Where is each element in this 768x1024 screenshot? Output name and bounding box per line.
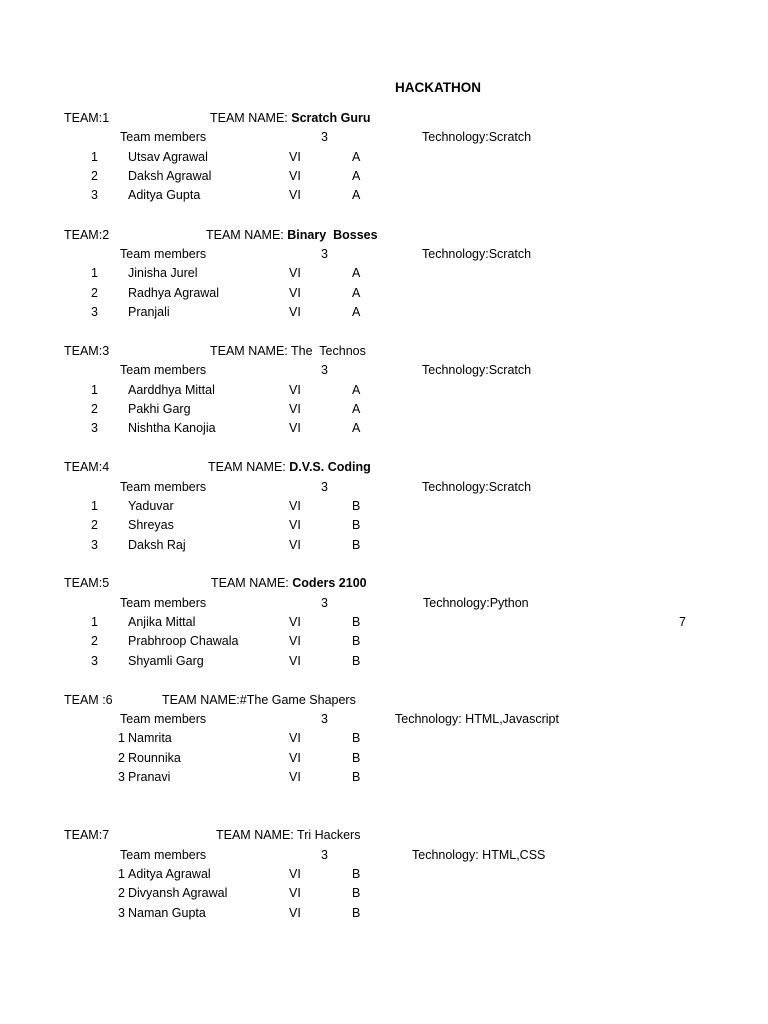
member-number: 1 xyxy=(91,266,98,280)
member-name: Radhya Agrawal xyxy=(128,286,220,300)
member-name: Pranjali xyxy=(128,305,170,319)
member-class: VI xyxy=(289,731,301,745)
member-class: VI xyxy=(289,266,301,280)
team-name: TEAM NAME: D.V.S. Coding xyxy=(208,460,371,474)
team-technology: Technology:Python xyxy=(423,596,529,610)
member-class: VI xyxy=(289,188,301,202)
member-number: 3 xyxy=(118,906,125,920)
member-class: VI xyxy=(289,634,301,648)
team-label: TEAM :6 xyxy=(64,693,113,707)
team-label: TEAM:5 xyxy=(64,576,110,590)
team-members-header: Team members xyxy=(120,712,207,726)
member-class: VI xyxy=(289,538,301,552)
member-name: Shyamli Garg xyxy=(128,654,204,668)
member-name: Divyansh Agrawal xyxy=(128,886,228,900)
member-number: 2 xyxy=(118,886,125,900)
member-section: B xyxy=(352,654,361,668)
member-count: 3 xyxy=(321,480,328,494)
team-technology: Technology: HTML,Javascript xyxy=(395,712,559,726)
member-name: Utsav Agrawal xyxy=(128,150,208,164)
member-class: VI xyxy=(289,169,301,183)
team-name: TEAM NAME: Scratch Guru xyxy=(210,111,371,125)
team-label: TEAM:2 xyxy=(64,228,110,242)
member-section: A xyxy=(352,402,361,416)
member-count: 3 xyxy=(321,363,328,377)
member-name: Yaduvar xyxy=(128,499,174,513)
team-technology: Technology:Scratch xyxy=(422,480,532,494)
member-class: VI xyxy=(289,383,301,397)
team-members-header: Team members xyxy=(120,130,207,144)
member-section: B xyxy=(352,886,361,900)
member-class: VI xyxy=(289,867,301,881)
member-section: A xyxy=(352,421,361,435)
member-number: 1 xyxy=(91,383,98,397)
member-section: A xyxy=(352,188,361,202)
member-name: Rounnika xyxy=(128,751,181,765)
member-number: 3 xyxy=(91,538,98,552)
member-count: 3 xyxy=(321,130,328,144)
member-count: 3 xyxy=(321,247,328,261)
member-name: Aarddhya Mittal xyxy=(128,383,215,397)
member-section: B xyxy=(352,867,361,881)
member-name: Prabhroop Chawala xyxy=(128,634,239,648)
member-number: 1 xyxy=(91,499,98,513)
member-number: 2 xyxy=(91,518,98,532)
team-label: TEAM:7 xyxy=(64,828,110,842)
member-name: Daksh Raj xyxy=(128,538,186,552)
team-name: TEAM NAME: The Technos xyxy=(210,344,366,358)
team-technology: Technology:Scratch xyxy=(422,363,532,377)
team-name: TEAM NAME:#The Game Shapers xyxy=(162,693,356,707)
member-class: VI xyxy=(289,615,301,629)
team-members-header: Team members xyxy=(120,363,207,377)
member-name: Aditya Agrawal xyxy=(128,867,211,881)
team-technology: Technology:Scratch xyxy=(422,130,532,144)
team-label: TEAM:3 xyxy=(64,344,110,358)
member-name: Naman Gupta xyxy=(128,906,206,920)
member-section: B xyxy=(352,731,361,745)
member-section: B xyxy=(352,615,361,629)
member-number: 3 xyxy=(91,421,98,435)
member-number: 2 xyxy=(118,751,125,765)
member-name: Shreyas xyxy=(128,518,174,532)
member-section: A xyxy=(352,169,361,183)
member-class: VI xyxy=(289,518,301,532)
team-name: TEAM NAME: Binary Bosses xyxy=(206,228,378,242)
team-members-header: Team members xyxy=(120,480,207,494)
member-number: 1 xyxy=(91,150,98,164)
member-section: A xyxy=(352,305,361,319)
member-number: 1 xyxy=(118,731,125,745)
member-number: 3 xyxy=(91,654,98,668)
team-label: TEAM:1 xyxy=(64,111,110,125)
member-number: 3 xyxy=(91,188,98,202)
member-section: A xyxy=(352,383,361,397)
member-number: 3 xyxy=(91,305,98,319)
member-section: A xyxy=(352,286,361,300)
member-class: VI xyxy=(289,751,301,765)
member-count: 3 xyxy=(321,712,328,726)
member-name: Anjika Mittal xyxy=(128,615,196,629)
member-class: VI xyxy=(289,499,301,513)
member-count: 3 xyxy=(321,596,328,610)
member-section: A xyxy=(352,150,361,164)
member-class: VI xyxy=(289,421,301,435)
member-name: Nishtha Kanojia xyxy=(128,421,216,435)
member-section: A xyxy=(352,266,361,280)
member-name: Namrita xyxy=(128,731,172,745)
member-number: 2 xyxy=(91,169,98,183)
member-count: 3 xyxy=(321,848,328,862)
cell-value: 7 xyxy=(679,615,686,629)
member-name: Daksh Agrawal xyxy=(128,169,212,183)
team-members-header: Team members xyxy=(120,247,207,261)
member-number: 1 xyxy=(118,867,125,881)
member-class: VI xyxy=(289,305,301,319)
member-name: Aditya Gupta xyxy=(128,188,201,202)
member-section: B xyxy=(352,518,361,532)
team-technology: Technology:Scratch xyxy=(422,247,532,261)
team-label: TEAM:4 xyxy=(64,460,110,474)
member-class: VI xyxy=(289,906,301,920)
member-number: 2 xyxy=(91,634,98,648)
team-technology: Technology: HTML,CSS xyxy=(412,848,546,862)
page-title: HACKATHON xyxy=(395,80,481,95)
member-section: B xyxy=(352,751,361,765)
member-number: 2 xyxy=(91,402,98,416)
member-section: B xyxy=(352,906,361,920)
team-members-header: Team members xyxy=(120,848,207,862)
member-name: Pranavi xyxy=(128,770,171,784)
member-name: Pakhi Garg xyxy=(128,402,191,416)
member-class: VI xyxy=(289,402,301,416)
member-class: VI xyxy=(289,770,301,784)
member-class: VI xyxy=(289,654,301,668)
member-class: VI xyxy=(289,286,301,300)
team-members-header: Team members xyxy=(120,596,207,610)
member-name: Jinisha Jurel xyxy=(128,266,198,280)
member-class: VI xyxy=(289,150,301,164)
member-section: B xyxy=(352,538,361,552)
member-number: 1 xyxy=(91,615,98,629)
member-section: B xyxy=(352,770,361,784)
team-name: TEAM NAME: Tri Hackers xyxy=(216,828,361,842)
team-name: TEAM NAME: Coders 2100 xyxy=(211,576,367,590)
member-number: 2 xyxy=(91,286,98,300)
member-section: B xyxy=(352,634,361,648)
member-section: B xyxy=(352,499,361,513)
member-class: VI xyxy=(289,886,301,900)
member-number: 3 xyxy=(118,770,125,784)
